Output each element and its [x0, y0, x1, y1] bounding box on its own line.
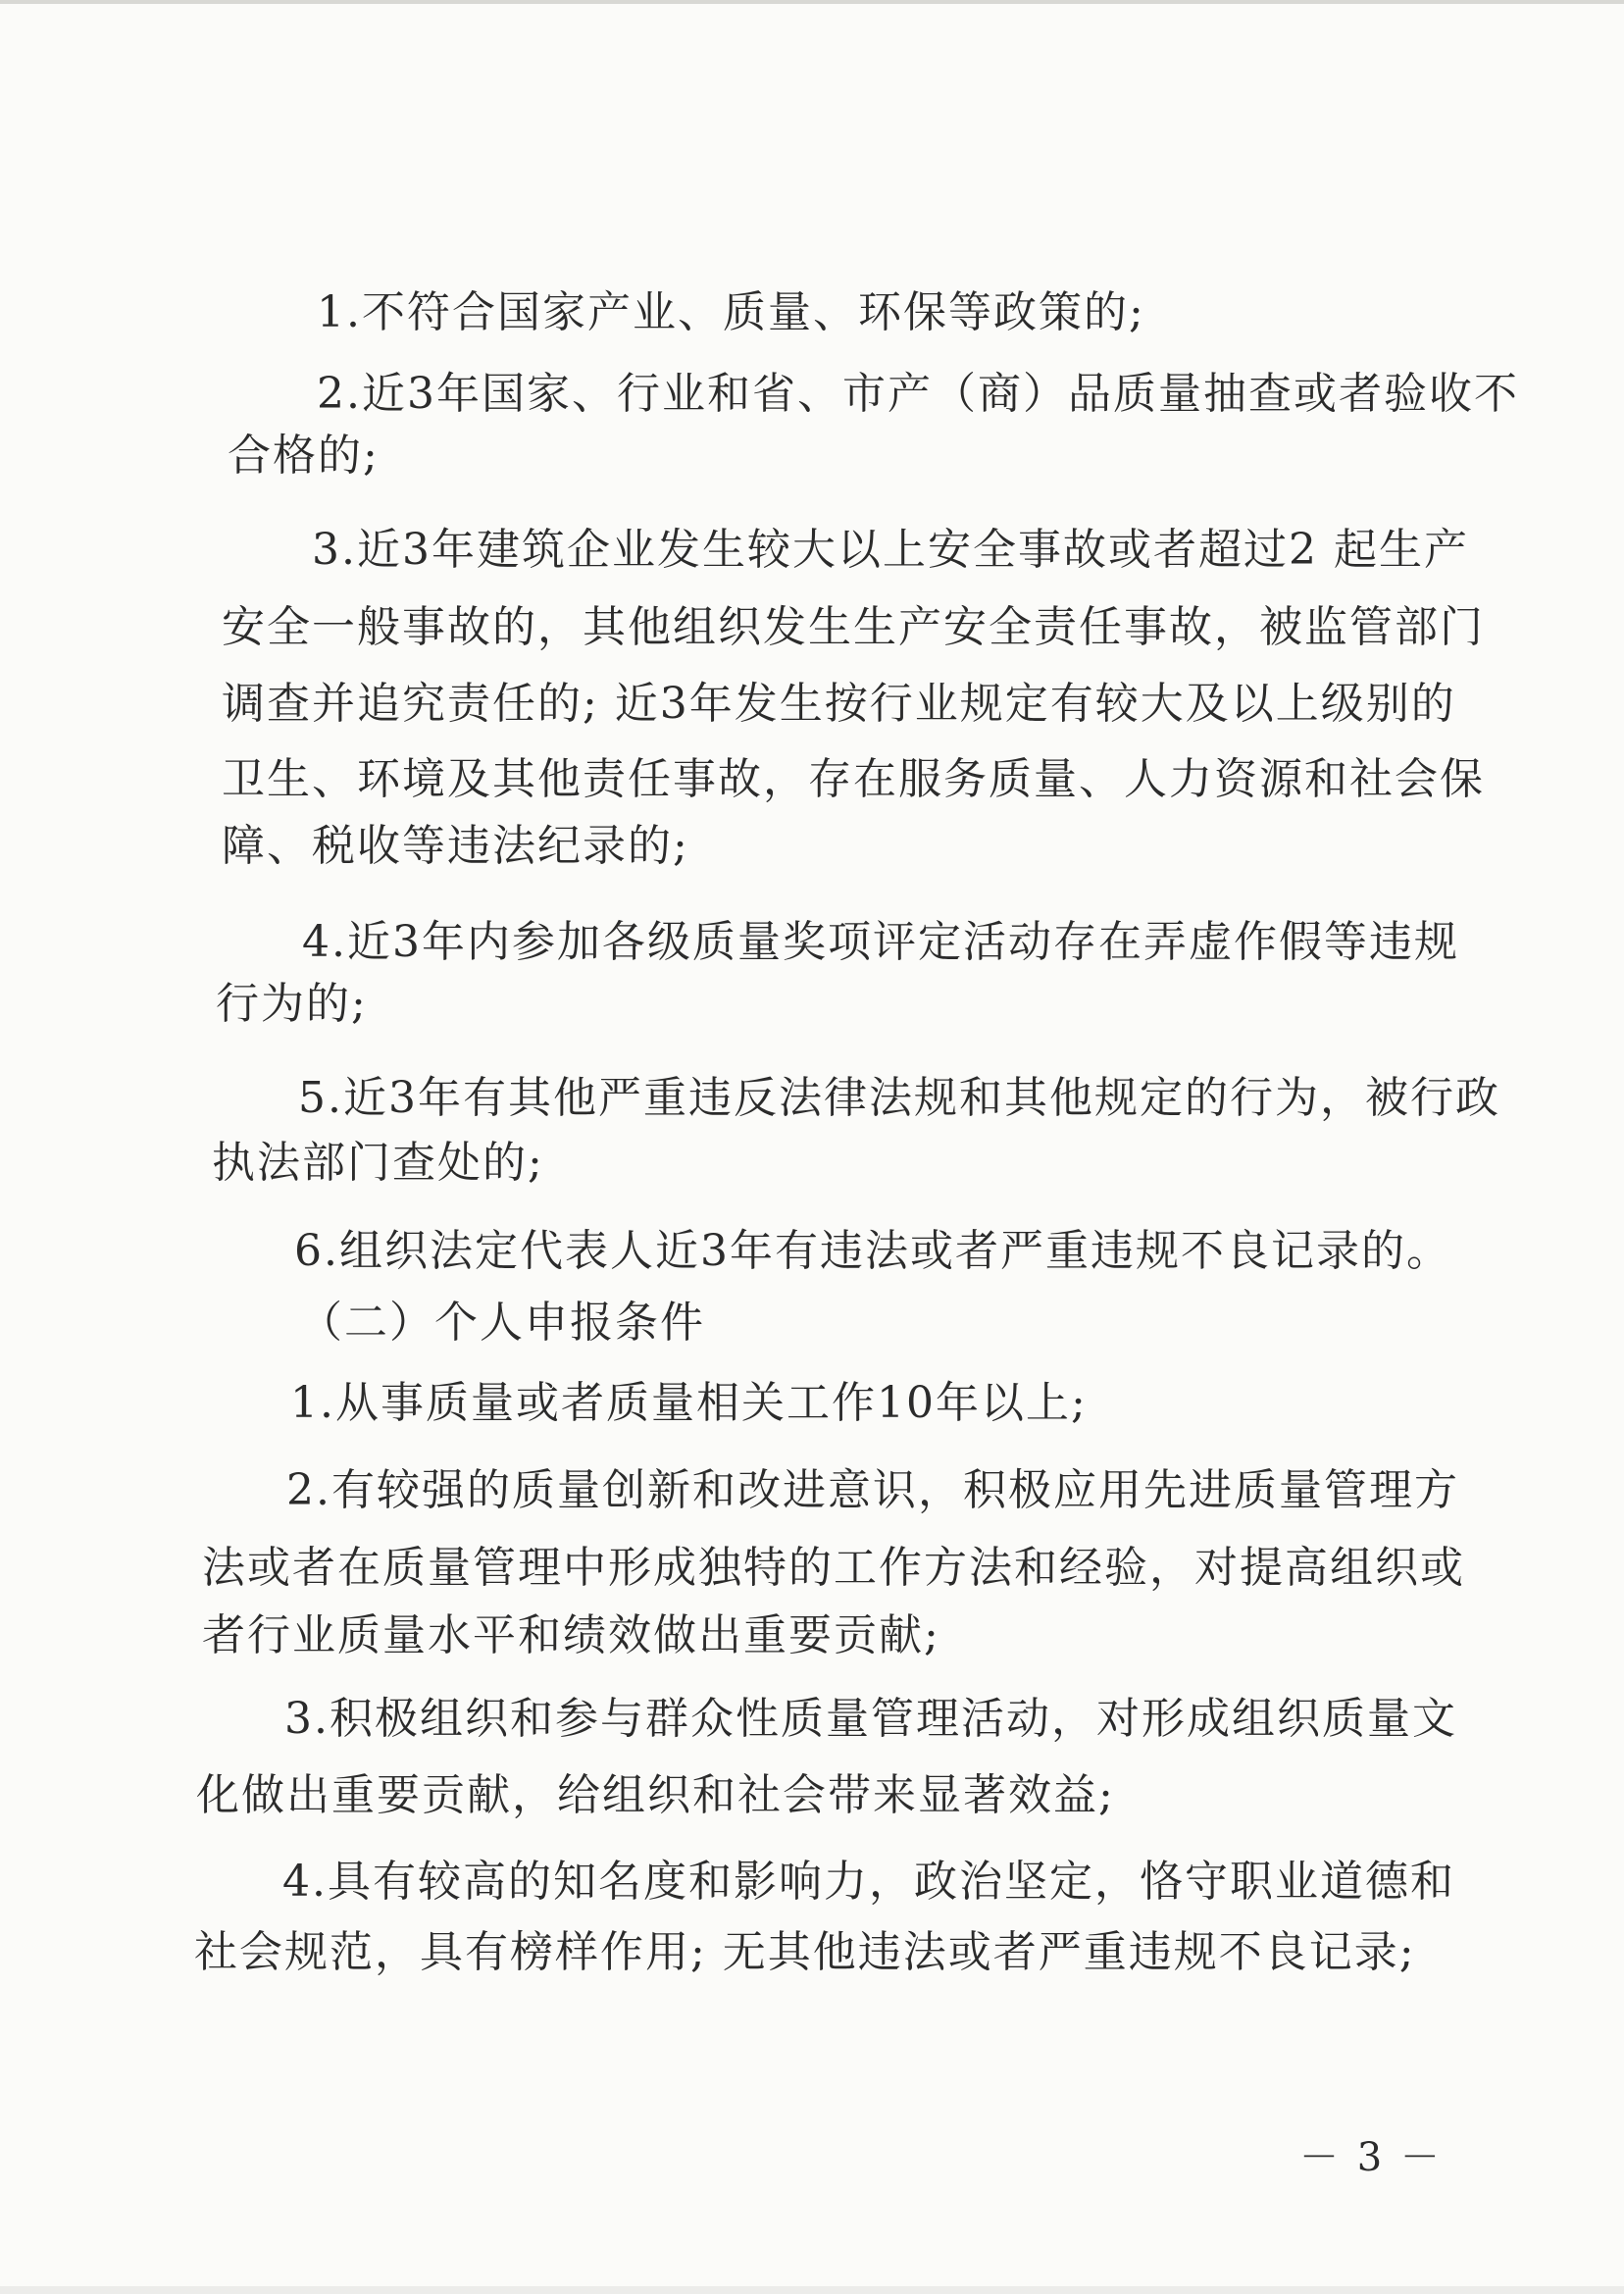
text-line: 2.近3年国家、行业和省、市产（商）品质量抽查或者验收不: [317, 369, 1519, 419]
text-line: 6.组织法定代表人近3年有违法或者严重违规不良记录的。: [294, 1226, 1451, 1276]
text-line: 法或者在质量管理中形成独特的工作方法和经验，对提高组织或: [202, 1543, 1465, 1593]
text-line: 4.具有较高的知名度和影响力，政治坚定，恪守职业道德和: [282, 1857, 1455, 1907]
text-line: 1.不符合国家产业、质量、环保等政策的;: [317, 287, 1145, 337]
text-line: 执法部门查处的;: [212, 1138, 544, 1188]
text-line: 者行业质量水平和绩效做出重要贡献;: [202, 1610, 940, 1660]
text-line: 1.从事质量或者质量相关工作10年以上;: [290, 1378, 1088, 1428]
text-line: 合格的;: [228, 431, 380, 481]
text-line: 3.积极组织和参与群众性质量管理活动，对形成组织质量文: [284, 1694, 1457, 1744]
scan-bottom-edge: [0, 2286, 1624, 2294]
text-line: 调查并追究责任的; 近3年发生按行业规定有较大及以上级别的: [222, 679, 1456, 729]
text-line: 卫生、环境及其他责任事故，存在服务质量、人力资源和社会保: [222, 754, 1485, 804]
text-line: 4.近3年内参加各级质量奖项评定活动存在弄虚作假等违规: [302, 917, 1459, 967]
text-line: 安全一般事故的，其他组织发生生产安全责任事故，被监管部门: [222, 602, 1485, 652]
text-line: 社会规范，具有榜样作用; 无其他违法或者严重违规不良记录;: [194, 1927, 1416, 1977]
text-line: 5.近3年有其他严重违反法律法规和其他规定的行为，被行政: [298, 1073, 1500, 1123]
page-number: － 3 －: [1299, 2135, 1443, 2180]
text-line: 3.近3年建筑企业发生较大以上安全事故或者超过2 起生产: [312, 525, 1469, 575]
section-heading: （二）个人申报条件: [299, 1298, 705, 1348]
text-line: 2.有较强的质量创新和改进意识，积极应用先进质量管理方: [286, 1465, 1459, 1515]
text-line: 化做出重要贡献，给组织和社会带来显著效益;: [196, 1770, 1115, 1820]
text-line: 行为的;: [216, 979, 368, 1029]
text-line: 障、税收等违法纪录的;: [222, 821, 689, 871]
scan-top-edge: [0, 0, 1624, 4]
